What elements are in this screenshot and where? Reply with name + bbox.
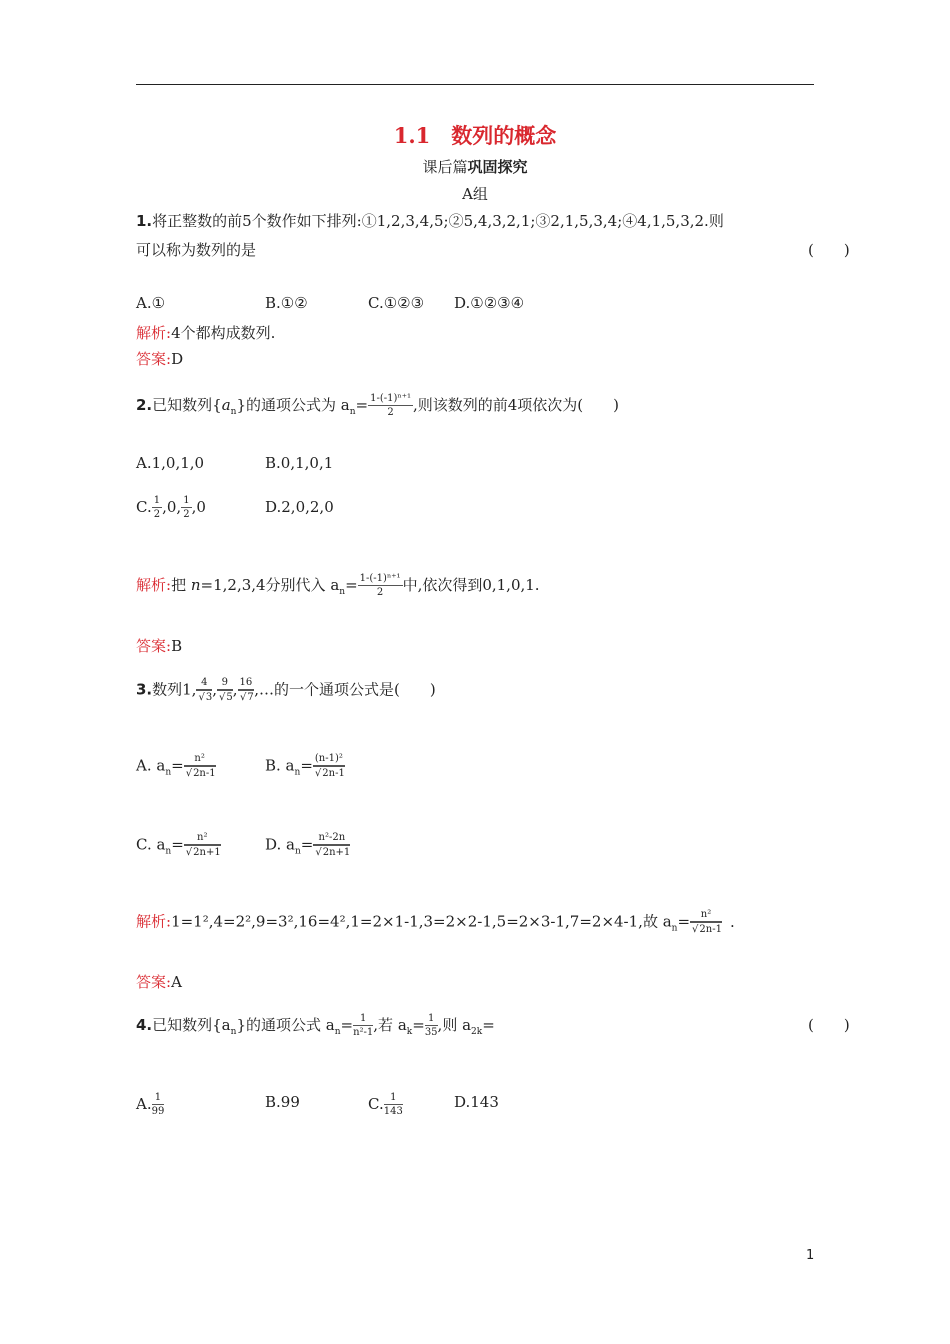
q2-stem-part: 已知数列{ xyxy=(152,396,222,414)
analysis-text: =1,2,3,4分别代入 a xyxy=(200,576,340,594)
q2-eq: = xyxy=(355,396,369,414)
analysis-text: 把 xyxy=(171,576,191,594)
frac-num: 1-(-1)ⁿ⁺¹ xyxy=(359,573,401,584)
frac-den: √ 2n-1 xyxy=(184,766,216,779)
opt-fraction xyxy=(313,833,350,858)
frac-den: 143 xyxy=(383,1106,403,1117)
q4-stem-part: 已知数列{a xyxy=(152,1016,231,1034)
q2-seq-sub: n xyxy=(230,407,237,417)
opt-label: B. a xyxy=(265,756,295,775)
frac-den: n²-1 xyxy=(353,1027,374,1038)
subtitle-bold: 巩固探究 xyxy=(467,158,528,176)
group-label: A组 xyxy=(462,185,488,203)
q2-stem xyxy=(136,394,619,418)
frac-den: 2 xyxy=(376,587,384,598)
frac-den: 2 xyxy=(153,509,161,520)
q3-option-d: D. $a_n=$ n²-2n √ 2n+1 xyxy=(265,833,350,858)
frac-num: n² xyxy=(690,910,722,922)
q4-sub: n xyxy=(334,1027,341,1037)
opt-label: A. xyxy=(136,1095,152,1113)
answer-label: 答案: xyxy=(136,350,172,368)
q3-analysis: 解析:1=1²,4=2²,9=3²,16=4²,1=2×1-1,3=2×2-1,5=2×3-1,7=2×4-1,故 $a_n=$ n² √ 2n-1 . xyxy=(136,910,735,935)
analysis-text: 中,依次得到0,1,0,1. xyxy=(402,576,540,594)
frac-num: 4 xyxy=(196,678,212,690)
opt-fraction xyxy=(181,496,191,520)
analysis-label: 解析: xyxy=(136,576,172,594)
analysis-end: . xyxy=(729,912,735,931)
q1-stem: 将正整数的前5个数作如下排列:①1,2,3,4,5;②5,4,3,2,1;③2,1,5,3,4;④4,1,5,3,2.则 xyxy=(152,212,724,230)
q2-number: 2. xyxy=(136,396,153,414)
q3-stem: 3.数列1, 4 √ 3 , 9 √ 5 , 16 √ 7 ,…的一个通项公式是( ) xyxy=(136,678,436,703)
q1-analysis xyxy=(136,322,275,343)
q2-option-d: D.2,0,2,0 xyxy=(265,498,334,516)
q1-option-b: B.①② xyxy=(265,294,308,312)
frac-num: 9 xyxy=(217,678,233,690)
q1-line2: 可以称为数列的是 xyxy=(136,241,257,259)
q4-frac-2 xyxy=(425,1014,438,1038)
q1-answer-paren: ( ) xyxy=(808,241,850,259)
header-rule xyxy=(136,84,814,85)
analysis-sub: n xyxy=(339,587,346,597)
opt-text: ,0 xyxy=(191,498,206,516)
opt-sub: n xyxy=(294,846,301,857)
analysis-fraction xyxy=(690,910,722,935)
q2-stem-end: ,则该数列的前4项依次为( ) xyxy=(412,396,620,414)
q3-option-b: B. $a_n=$ (n-1)² √ 2n-1 xyxy=(265,754,345,779)
opt-fraction xyxy=(184,754,216,779)
q4-stem-part: ,若 a xyxy=(373,1016,407,1034)
q2-sub: n xyxy=(349,407,356,417)
opt-fraction xyxy=(184,833,221,858)
q4-answer-paren: ( ) xyxy=(808,1016,850,1034)
opt-label: C. a xyxy=(136,835,166,854)
frac-den: √ 3 xyxy=(196,690,212,703)
frac-num: 1 xyxy=(152,1093,165,1105)
q3-stem-end: ,…的一个通项公式是( ) xyxy=(254,680,436,699)
answer-value: A xyxy=(171,973,182,991)
frac-den: 2 xyxy=(183,509,190,520)
q1-option-c: C.①②③ xyxy=(368,294,425,312)
q4-stem-part: ,则 a xyxy=(437,1016,472,1034)
opt-label: C. xyxy=(136,498,152,516)
frac-den: √ 5 xyxy=(217,690,233,703)
opt-label: A. a xyxy=(136,756,166,775)
frac-num: 16 xyxy=(239,677,253,688)
analysis-var: n xyxy=(190,576,201,594)
q1-line1 xyxy=(136,210,724,231)
q3-frac-2 xyxy=(217,678,233,703)
frac-den: √ 7 xyxy=(238,690,255,703)
opt-sub: n xyxy=(165,846,172,857)
page-subtitle xyxy=(0,156,950,177)
analysis-label: 解析: xyxy=(136,912,172,931)
q3-frac-1 xyxy=(196,678,212,703)
frac-num: n² xyxy=(184,754,216,766)
q4-stem-part: }的通项公式 a xyxy=(236,1016,335,1034)
frac-den: √ 2n-1 xyxy=(690,922,722,935)
opt-fraction xyxy=(313,754,345,779)
q4-stem: 4.已知数列$\{a_n\}$的通项公式 $a_n=$ $\frac{1}{\text{n²-1}}$ ,若 $a_k=$ $\frac{1}{35}$ ,则 $a_{2k}=$ xyxy=(136,1013,495,1038)
analysis-eq: = xyxy=(345,576,358,594)
q4-option-b: B.99 xyxy=(265,1093,300,1111)
opt-fraction xyxy=(384,1093,403,1117)
frac-num: n² xyxy=(184,833,221,845)
frac-num: 1 xyxy=(425,1014,438,1026)
frac-den: √ 2n+1 xyxy=(313,845,350,858)
opt-sub: n xyxy=(165,767,172,778)
frac-num: 1 xyxy=(353,1014,373,1026)
answer-label: 答案: xyxy=(136,973,172,991)
q4-number: 4. xyxy=(136,1016,153,1034)
frac-den: √ 2n-1 xyxy=(313,766,345,779)
opt-sub: n xyxy=(294,767,301,778)
q4-sub: n xyxy=(230,1027,237,1037)
opt-fraction xyxy=(152,1093,165,1117)
q2-option-c xyxy=(136,496,206,520)
frac-num: 1-(-1)ⁿ⁺¹ xyxy=(370,393,411,404)
q2-option-b: B.0,1,0,1 xyxy=(265,454,334,472)
frac-den: √ 2n+1 xyxy=(184,845,221,858)
q4-frac-1 xyxy=(353,1014,373,1038)
q3-stem-part: 数列1, xyxy=(152,680,197,699)
q4-stem-end: = xyxy=(482,1016,495,1034)
subtitle-prefix: 课后篇 xyxy=(422,158,468,176)
opt-fraction xyxy=(152,496,162,520)
opt-label: C. xyxy=(368,1095,384,1113)
q3-answer xyxy=(136,971,182,992)
q4-sub-2k: 2k xyxy=(471,1027,483,1037)
q3-option-a: A. $a_n=$ n² √ 2n-1 xyxy=(136,754,216,779)
q3-option-c: C. $a_n=$ n² √ 2n+1 xyxy=(136,833,221,858)
frac-num: (n-1)² xyxy=(314,753,343,764)
q4-sub-k: k xyxy=(406,1027,413,1037)
q3-number: 3. xyxy=(136,680,153,699)
q2-seq-var: a xyxy=(221,396,231,414)
q4-option-c xyxy=(368,1093,403,1117)
q2-answer xyxy=(136,635,182,656)
analysis-text: 4个都构成数列. xyxy=(171,324,276,342)
q1-option-a: A.① xyxy=(136,294,166,312)
opt-label: D. a xyxy=(265,835,295,854)
analysis-sub: n xyxy=(671,923,678,934)
frac-num: n²-2n xyxy=(313,833,350,845)
frac-den: 35 xyxy=(424,1027,438,1038)
page-title: 1.1 数列的概念 xyxy=(393,123,557,148)
q1-option-d: D.①②③④ xyxy=(454,294,525,312)
answer-value: D xyxy=(171,350,184,368)
q2-analysis xyxy=(136,574,540,598)
opt-text: ,0, xyxy=(162,498,182,516)
analysis-text: 1=1²,4=2²,9=3²,16=4²,1=2×1-1,3=2×2-1,5=2×3-1,7=2×4-1,故 a xyxy=(171,912,672,931)
q2-formula-fraction xyxy=(368,394,413,418)
answer-label: 答案: xyxy=(136,637,172,655)
q4-option-d: D.143 xyxy=(454,1093,499,1111)
analysis-label: 解析: xyxy=(136,324,172,342)
q1-answer xyxy=(136,348,183,369)
frac-num: 1 xyxy=(183,495,190,506)
page-number: 1 xyxy=(806,1248,815,1263)
q4-option-a xyxy=(136,1093,164,1117)
answer-value: B xyxy=(171,637,183,655)
frac-den: 2 xyxy=(387,407,394,418)
frac-den: 99 xyxy=(151,1106,165,1117)
analysis-fraction xyxy=(358,574,403,598)
q3-frac-3 xyxy=(238,678,255,703)
frac-num: 1 xyxy=(384,1093,403,1105)
q1-number: 1. xyxy=(136,212,153,230)
frac-num: 1 xyxy=(153,495,161,506)
q2-option-a: A.1,0,1,0 xyxy=(136,454,205,472)
q2-stem-part: }的通项公式为 a xyxy=(236,396,350,414)
